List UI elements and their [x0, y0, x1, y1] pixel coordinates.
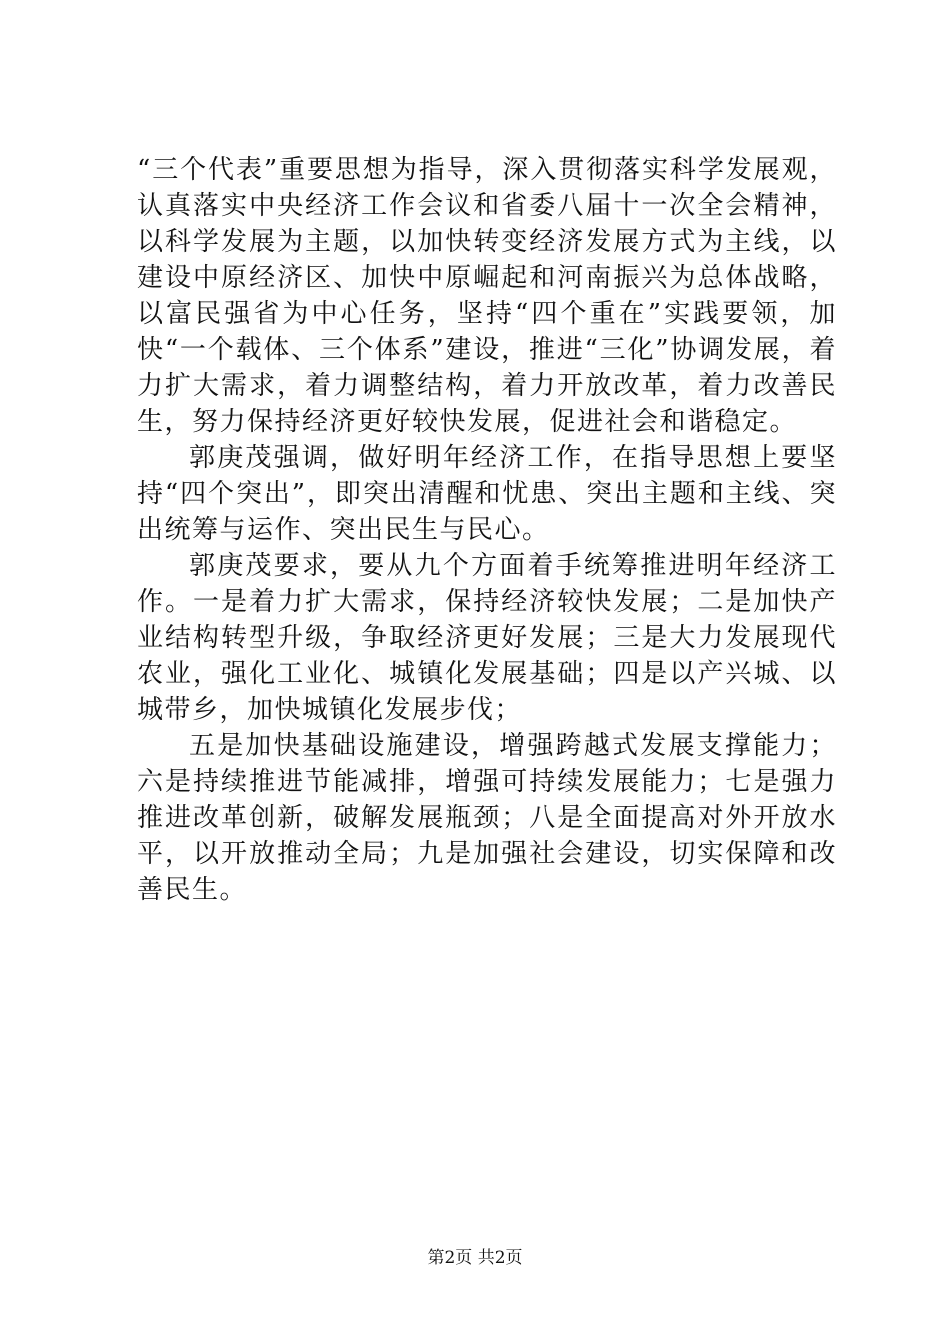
document-body [137, 152, 837, 908]
page-number-footer: 第2页 共2页 [427, 1248, 523, 1268]
paragraph-nine-aspects-part1: 郭庚茂要求，要从九个方面着手统筹推进明年经济工作。一是着力扩大需求，保持经济较快发展；二是加快产业结构转型升级，争取经济更好发展；三是大力发展现代农业，强化工业化、城镇化发展基础；四是以产兴城、以城带乡，加快城镇化发展步伐； [137, 551, 837, 725]
paragraph-four-highlights: 郭庚茂强调，做好明年经济工作，在指导思想上要坚持“四个突出”，即突出清醒和忧患、突出主题和主线、突出统筹与运作、突出民生与民心。 [137, 443, 837, 545]
paragraph-guiding-ideology: “三个代表”重要思想为指导，深入贯彻落实科学发展观，认真落实中央经济工作会议和省委八届十一次全会精神，以科学发展为主题，以加快转变经济发展方式为主线，以建设中原经济区、加快中原崛起和河南振兴为总体战略，以富民强省为中心任务，坚持“四个重在”实践要领，加快“一个载体、三个体系”建设，推进“三化”协调发展，着力扩大需求，着力调整结构，着力开放改革，着力改善民生，努力保持经济更好较快发展，促进社会和谐稳定。 [137, 155, 837, 437]
paragraph-nine-aspects-part2: 五是加快基础设施建设，增强跨越式发展支撑能力；六是持续推进节能减排，增强可持续发展能力；七是强力推进改革创新，破解发展瓶颈；八是全面提高对外开放水平，以开放推动全局；九是加强社会建设，切实保障和改善民生。 [137, 731, 837, 905]
